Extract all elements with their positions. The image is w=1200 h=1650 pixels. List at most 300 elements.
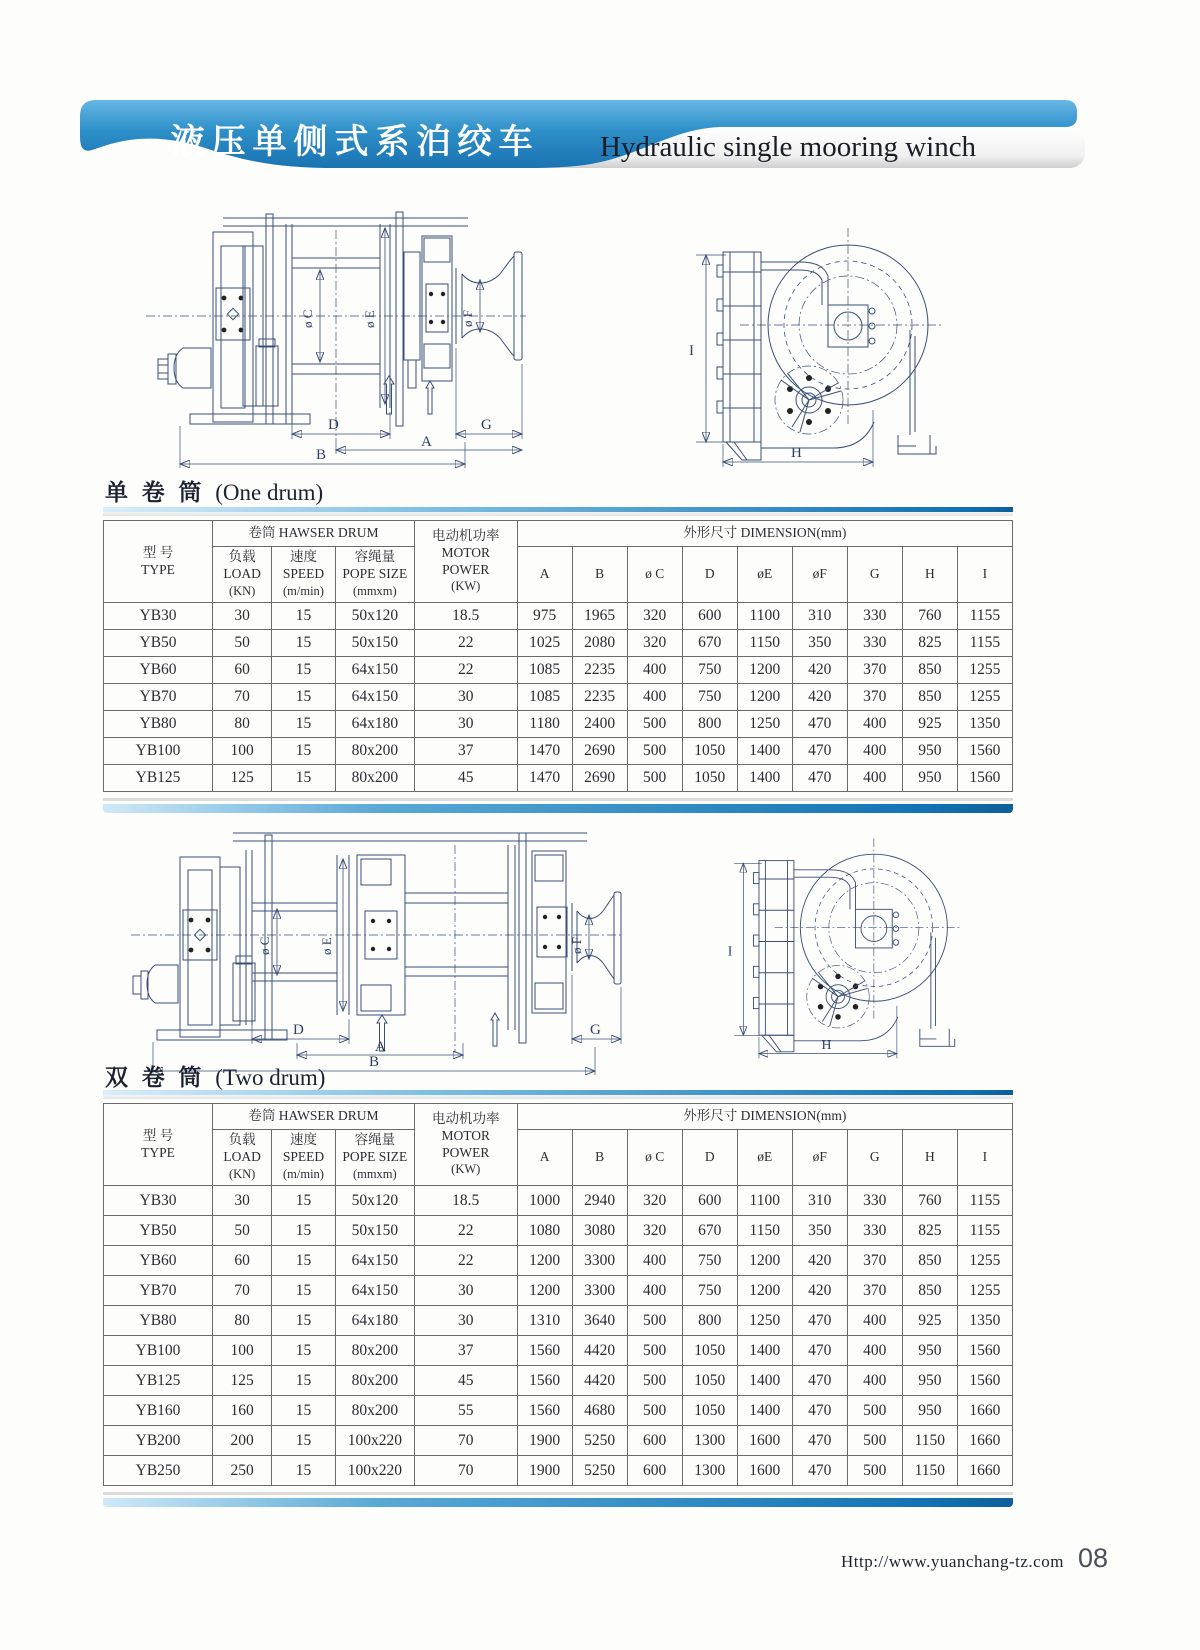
table-cell: 15	[272, 765, 336, 792]
table-cell: 15	[272, 711, 336, 738]
table-cell: YB30	[104, 603, 213, 630]
table-cell: 22	[414, 1216, 517, 1246]
table-top-stripe	[103, 512, 1013, 516]
table-row	[104, 1336, 1013, 1366]
table-cell: 420	[792, 1246, 847, 1276]
table-bottom-stripe	[103, 1492, 1013, 1495]
table-cell: YB100	[104, 738, 213, 765]
table-cell: 1150	[737, 630, 792, 657]
table-cell: 1200	[737, 1246, 792, 1276]
table-cell: 925	[902, 711, 957, 738]
table-cell: 1180	[517, 711, 572, 738]
section-title-one-drum	[105, 474, 323, 507]
table-cell: 800	[682, 711, 737, 738]
hawser-drum-2	[405, 833, 526, 1043]
table-cell: 80x200	[335, 1336, 414, 1366]
figure-one-drum-end	[648, 210, 958, 470]
table-cell: 320	[627, 1216, 682, 1246]
svg-text:G: G	[590, 1022, 601, 1038]
table-cell: 400	[847, 765, 902, 792]
col-dim-f: øF	[792, 547, 847, 603]
figure-two-drum-end	[690, 822, 975, 1061]
table-cell: 1660	[957, 1396, 1012, 1426]
svg-text:ø C: ø C	[300, 309, 315, 328]
table-cell: 50x150	[335, 1216, 414, 1246]
table-cell: 1250	[737, 1306, 792, 1336]
table-cell: 1900	[517, 1426, 572, 1456]
table-cell: 370	[847, 684, 902, 711]
table-cell: 925	[902, 1306, 957, 1336]
section-title-zh: 双 卷 筒	[105, 1065, 206, 1090]
table-row	[104, 765, 1013, 792]
table-cell: 15	[272, 1396, 336, 1426]
table-cell: 15	[272, 684, 336, 711]
col-group-dimension: 外形尺寸 DIMENSION(mm)	[517, 1104, 1012, 1130]
table-cell: 470	[792, 1396, 847, 1426]
table-bottom-stripe	[103, 798, 1013, 801]
table-cell: 2080	[572, 630, 627, 657]
col-dim-g: G	[847, 547, 902, 603]
table-cell: 3300	[572, 1276, 627, 1306]
dim-diaE	[362, 228, 385, 404]
table-cell: 80	[213, 711, 272, 738]
col-dim-d: D	[682, 547, 737, 603]
table-cell: 600	[682, 603, 737, 630]
table-cell: 15	[272, 738, 336, 765]
table-cell: YB80	[104, 1306, 213, 1336]
table-cell: 18.5	[414, 603, 517, 630]
table-cell: 60	[213, 657, 272, 684]
table-cell: 670	[682, 1216, 737, 1246]
table-cell: 470	[792, 765, 847, 792]
right-bearing	[532, 851, 567, 1013]
page-footer	[841, 1543, 1108, 1574]
one-drum-side-view	[128, 196, 528, 466]
table-cell: 1560	[957, 765, 1012, 792]
table-cell: 320	[627, 603, 682, 630]
table-cell: 18.5	[414, 1186, 517, 1216]
table-cell: 825	[902, 630, 957, 657]
table-cell: 30	[414, 1276, 517, 1306]
table-cell: 45	[414, 1366, 517, 1396]
col-dim-e: øE	[737, 547, 792, 603]
hydraulic-motor	[174, 348, 211, 388]
col-dim-a: A	[517, 547, 572, 603]
table-cell: 1470	[517, 765, 572, 792]
svg-text:A: A	[375, 1039, 386, 1055]
table-cell: 2690	[572, 738, 627, 765]
table-cell: 400	[627, 684, 682, 711]
col-rope-size: 容绳量 POPE SIZE (mmxm)	[335, 1130, 414, 1186]
table-cell: 750	[682, 657, 737, 684]
table-top-stripe	[103, 1095, 1013, 1099]
table-cell: 850	[902, 657, 957, 684]
table-cell: 950	[902, 1366, 957, 1396]
table-cell: 400	[627, 1276, 682, 1306]
table-cell: 15	[272, 1306, 336, 1336]
table-cell: 1100	[737, 1186, 792, 1216]
table-cell: YB100	[104, 1336, 213, 1366]
table-cell: 950	[902, 738, 957, 765]
table-cell: 3300	[572, 1246, 627, 1276]
table-cell: 1470	[517, 738, 572, 765]
section-title-two-drum	[105, 1059, 325, 1092]
table-cell: 1155	[957, 1186, 1012, 1216]
table-cell: 330	[847, 603, 902, 630]
svg-text:D: D	[293, 1022, 304, 1038]
table-cell: 420	[792, 1276, 847, 1306]
table-cell: 330	[847, 630, 902, 657]
table-cell: 50x150	[335, 630, 414, 657]
table-bottom-rule	[103, 1498, 1013, 1507]
table-body	[104, 1186, 1013, 1486]
col-load: 负载 LOAD (KN)	[213, 1130, 272, 1186]
pawl	[491, 1013, 499, 1046]
table-cell: 64x150	[335, 657, 414, 684]
table-row	[104, 738, 1013, 765]
table-cell: YB160	[104, 1396, 213, 1426]
col-dim-i: I	[957, 547, 1012, 603]
table-cell: 470	[792, 1336, 847, 1366]
table-cell: 400	[847, 738, 902, 765]
pawl	[426, 381, 434, 414]
table-cell: 22	[414, 630, 517, 657]
table-bottom-rule	[103, 804, 1013, 813]
dim-diaF	[460, 280, 480, 332]
table-cell: 2235	[572, 684, 627, 711]
table-cell: 1560	[517, 1396, 572, 1426]
table-cell: 1600	[737, 1426, 792, 1456]
table-cell: 370	[847, 657, 902, 684]
table-cell: 1150	[902, 1426, 957, 1456]
table-cell: 4420	[572, 1336, 627, 1366]
table-cell: 1350	[957, 711, 1012, 738]
table-cell: 1150	[737, 1216, 792, 1246]
table-cell: 400	[847, 1306, 902, 1336]
table-cell: 470	[792, 711, 847, 738]
warping-head	[456, 252, 522, 360]
table-row	[104, 603, 1013, 630]
table-cell: 1255	[957, 657, 1012, 684]
table-cell: 30	[414, 1306, 517, 1336]
table-cell: 1200	[517, 1246, 572, 1276]
table-row	[104, 1366, 1013, 1396]
table-row	[104, 1426, 1013, 1456]
table-cell: 80x200	[335, 1366, 414, 1396]
table-cell: 370	[847, 1276, 902, 1306]
col-rope-size: 容绳量 POPE SIZE (mmxm)	[335, 547, 414, 603]
banner-title-zh: 液压单侧式系泊绞车	[170, 122, 540, 162]
two-drum-end-view	[690, 822, 975, 1061]
table-cell: 80x200	[335, 738, 414, 765]
table-cell: 975	[517, 603, 572, 630]
table-cell: 15	[272, 1456, 336, 1486]
table-cell: YB70	[104, 1276, 213, 1306]
table-cell: 1300	[682, 1426, 737, 1456]
section-title-zh: 单 卷 筒	[105, 480, 206, 505]
table-cell: 370	[847, 1246, 902, 1276]
table-cell: 470	[792, 738, 847, 765]
table-cell: 22	[414, 657, 517, 684]
table-cell: 310	[792, 603, 847, 630]
table-cell: 1155	[957, 630, 1012, 657]
table-cell: 3080	[572, 1216, 627, 1246]
table-cell: YB50	[104, 630, 213, 657]
table-cell: 400	[847, 711, 902, 738]
table-cell: 1200	[517, 1276, 572, 1306]
col-group-hawser-drum: 卷筒 HAWSER DRUM	[213, 521, 415, 547]
table-cell: 45	[414, 765, 517, 792]
two-drum-spec-table	[103, 1103, 1013, 1486]
table-cell: 50x120	[335, 1186, 414, 1216]
table-cell: 70	[414, 1456, 517, 1486]
col-speed: 速度 SPEED (m/min)	[272, 1130, 336, 1186]
table-cell: 1025	[517, 630, 572, 657]
table-cell: 64x180	[335, 1306, 414, 1336]
dim-D	[252, 985, 349, 1044]
table-cell: 30	[213, 603, 272, 630]
table-cell: 64x150	[335, 1246, 414, 1276]
table-cell: 1050	[682, 738, 737, 765]
table-cell: 1050	[682, 1396, 737, 1426]
table-cell: 1200	[737, 657, 792, 684]
table-cell: 1560	[957, 1336, 1012, 1366]
table-cell: 100	[213, 1336, 272, 1366]
dim-G	[572, 975, 621, 1044]
col-dim-h: H	[902, 547, 957, 603]
table-cell: 420	[792, 657, 847, 684]
footer-url: Http://www.yuanchang-tz.com	[840, 1552, 1064, 1571]
table-cell: 200	[213, 1426, 272, 1456]
table-cell: 250	[213, 1456, 272, 1486]
table-cell: 500	[847, 1426, 902, 1456]
table-cell: 1400	[737, 738, 792, 765]
svg-text:B: B	[316, 447, 327, 463]
table-cell: 500	[627, 1396, 682, 1426]
svg-text:ø E: ø E	[362, 310, 377, 328]
table-cell: 850	[902, 684, 957, 711]
col-dim-b: B	[572, 1130, 627, 1186]
table-cell: 2400	[572, 711, 627, 738]
table-cell: 5250	[572, 1456, 627, 1486]
figure-two-drum	[125, 815, 625, 1080]
table-cell: 15	[272, 603, 336, 630]
table-cell: 1400	[737, 1336, 792, 1366]
table-cell: 500	[627, 1336, 682, 1366]
table-cell: 950	[902, 1396, 957, 1426]
drum-barrel	[405, 893, 508, 976]
table-cell: 330	[847, 1216, 902, 1246]
table-cell: 470	[792, 1366, 847, 1396]
table-cell: 50	[213, 1216, 272, 1246]
col-dim-c: ø C	[627, 1130, 682, 1186]
svg-text:D: D	[328, 417, 339, 433]
one-drum-end-view	[648, 210, 958, 470]
table-cell: 1560	[517, 1336, 572, 1366]
table-cell: 4420	[572, 1366, 627, 1396]
table-cell: 64x150	[335, 684, 414, 711]
clutch-bearing	[404, 236, 452, 388]
table-cell: 50x120	[335, 603, 414, 630]
table-cell: 37	[414, 738, 517, 765]
table-cell: YB80	[104, 711, 213, 738]
table-cell: 400	[847, 1336, 902, 1366]
col-dim-h: H	[902, 1130, 957, 1186]
table-cell: 1255	[957, 684, 1012, 711]
table-row	[104, 1186, 1013, 1216]
table-cell: 15	[272, 1216, 336, 1246]
hydraulic-motor	[147, 965, 178, 1003]
table-cell: 64x150	[335, 1276, 414, 1306]
table-cell: 470	[792, 1426, 847, 1456]
col-motor-power: 电动机功率 MOTOR POWER (KW)	[414, 1104, 517, 1186]
table-cell: 15	[272, 1336, 336, 1366]
svg-text:B: B	[369, 1054, 380, 1070]
table-cell: 1085	[517, 657, 572, 684]
col-dim-d: D	[682, 1130, 737, 1186]
dim-G	[456, 348, 522, 439]
col-dim-c: ø C	[627, 547, 682, 603]
table-cell: 400	[627, 657, 682, 684]
table-cell: 15	[272, 1186, 336, 1216]
table-cell: 500	[627, 765, 682, 792]
table-cell: 950	[902, 765, 957, 792]
table-cell: 600	[627, 1426, 682, 1456]
col-dim-i: I	[957, 1130, 1012, 1186]
table-cell: 2940	[572, 1186, 627, 1216]
table-cell: 1300	[682, 1456, 737, 1486]
table-cell: 15	[272, 630, 336, 657]
hawser-drum	[266, 212, 403, 426]
table-cell: 1000	[517, 1186, 572, 1216]
table-cell: 1900	[517, 1456, 572, 1486]
col-dim-e: øE	[737, 1130, 792, 1186]
table-cell: 330	[847, 1186, 902, 1216]
table-cell: 1560	[957, 738, 1012, 765]
table-cell: 1400	[737, 1366, 792, 1396]
table-cell: 1200	[737, 1276, 792, 1306]
table-cell: YB125	[104, 765, 213, 792]
section-title-en: (Two drum)	[215, 1065, 326, 1090]
table-cell: 1080	[517, 1216, 572, 1246]
table-row	[104, 1216, 1013, 1246]
table-cell: 400	[847, 1366, 902, 1396]
table-cell: 320	[627, 630, 682, 657]
table-cell: 100x220	[335, 1456, 414, 1486]
table-cell: 1350	[957, 1306, 1012, 1336]
table-cell: 64x180	[335, 711, 414, 738]
table-cell: 420	[792, 684, 847, 711]
table-row	[104, 657, 1013, 684]
table-cell: 310	[792, 1186, 847, 1216]
table-cell: 1560	[517, 1366, 572, 1396]
table-cell: 100x220	[335, 1426, 414, 1456]
table-cell: 15	[272, 1276, 336, 1306]
table-cell: 1050	[682, 765, 737, 792]
table-cell: 1050	[682, 1336, 737, 1366]
table-cell: 80x200	[335, 1396, 414, 1426]
col-motor-power: 电动机功率 MOTOR POWER (KW)	[414, 521, 517, 603]
col-dim-b: B	[572, 547, 627, 603]
table-cell: 500	[627, 738, 682, 765]
table-cell: 1310	[517, 1306, 572, 1336]
table-cell: 15	[272, 1426, 336, 1456]
table-cell: 22	[414, 1246, 517, 1276]
dim-A	[297, 1039, 463, 1059]
figure-one-drum	[128, 196, 528, 466]
table-cell: 1085	[517, 684, 572, 711]
table-cell: 320	[627, 1186, 682, 1216]
table-row	[104, 1246, 1013, 1276]
table-body	[104, 603, 1013, 792]
table-cell: 850	[902, 1246, 957, 1276]
table-cell: YB125	[104, 1366, 213, 1396]
table-cell: 60	[213, 1246, 272, 1276]
table-cell: 500	[847, 1396, 902, 1426]
banner-title-en: Hydraulic single mooring winch	[599, 131, 977, 163]
table-cell: 125	[213, 1366, 272, 1396]
table-cell: 470	[792, 1306, 847, 1336]
table-cell: 600	[627, 1456, 682, 1486]
table-cell: 470	[792, 1456, 847, 1486]
table-cell: YB60	[104, 657, 213, 684]
table-cell: 50	[213, 630, 272, 657]
table-cell: YB200	[104, 1426, 213, 1456]
svg-text:A: A	[421, 434, 432, 450]
table-cell: 1400	[737, 765, 792, 792]
table-cell: 1660	[957, 1456, 1012, 1486]
table-cell: 750	[682, 1276, 737, 1306]
table-cell: YB50	[104, 1216, 213, 1246]
table-cell: 15	[272, 1246, 336, 1276]
table-cell: 1250	[737, 711, 792, 738]
table-cell: 500	[847, 1456, 902, 1486]
table-cell: 30	[414, 684, 517, 711]
table-cell: 125	[213, 765, 272, 792]
table-cell: YB250	[104, 1456, 213, 1486]
table-cell: 1100	[737, 603, 792, 630]
table-cell: 500	[627, 711, 682, 738]
table-cell: YB70	[104, 684, 213, 711]
table-cell: 760	[902, 603, 957, 630]
table-cell: 1560	[957, 1366, 1012, 1396]
table-cell: 70	[414, 1426, 517, 1456]
page-number: 08	[1077, 1543, 1108, 1573]
table-cell: 350	[792, 1216, 847, 1246]
banner-wave	[80, 97, 1125, 169]
table-cell: 670	[682, 630, 737, 657]
table-cell: 160	[213, 1396, 272, 1426]
table-cell: 5250	[572, 1426, 627, 1456]
col-type: 型 号 TYPE	[104, 521, 213, 603]
table-cell: 1660	[957, 1426, 1012, 1456]
col-type: 型 号 TYPE	[104, 1104, 213, 1186]
svg-text:ø F: ø F	[569, 937, 584, 954]
table-cell: 1150	[902, 1456, 957, 1486]
table-row	[104, 630, 1013, 657]
table-row	[104, 684, 1013, 711]
two-drum-table-block	[103, 1090, 1013, 1507]
table-cell: 1155	[957, 1216, 1012, 1246]
table-cell: 850	[902, 1276, 957, 1306]
table-cell: 760	[902, 1186, 957, 1216]
table-cell: 1050	[682, 1366, 737, 1396]
table-cell: 1255	[957, 1246, 1012, 1276]
col-speed: 速度 SPEED (m/min)	[272, 547, 336, 603]
col-group-hawser-drum: 卷筒 HAWSER DRUM	[213, 1104, 415, 1130]
col-group-dimension: 外形尺寸 DIMENSION(mm)	[517, 521, 1012, 547]
table-cell: 1400	[737, 1396, 792, 1426]
